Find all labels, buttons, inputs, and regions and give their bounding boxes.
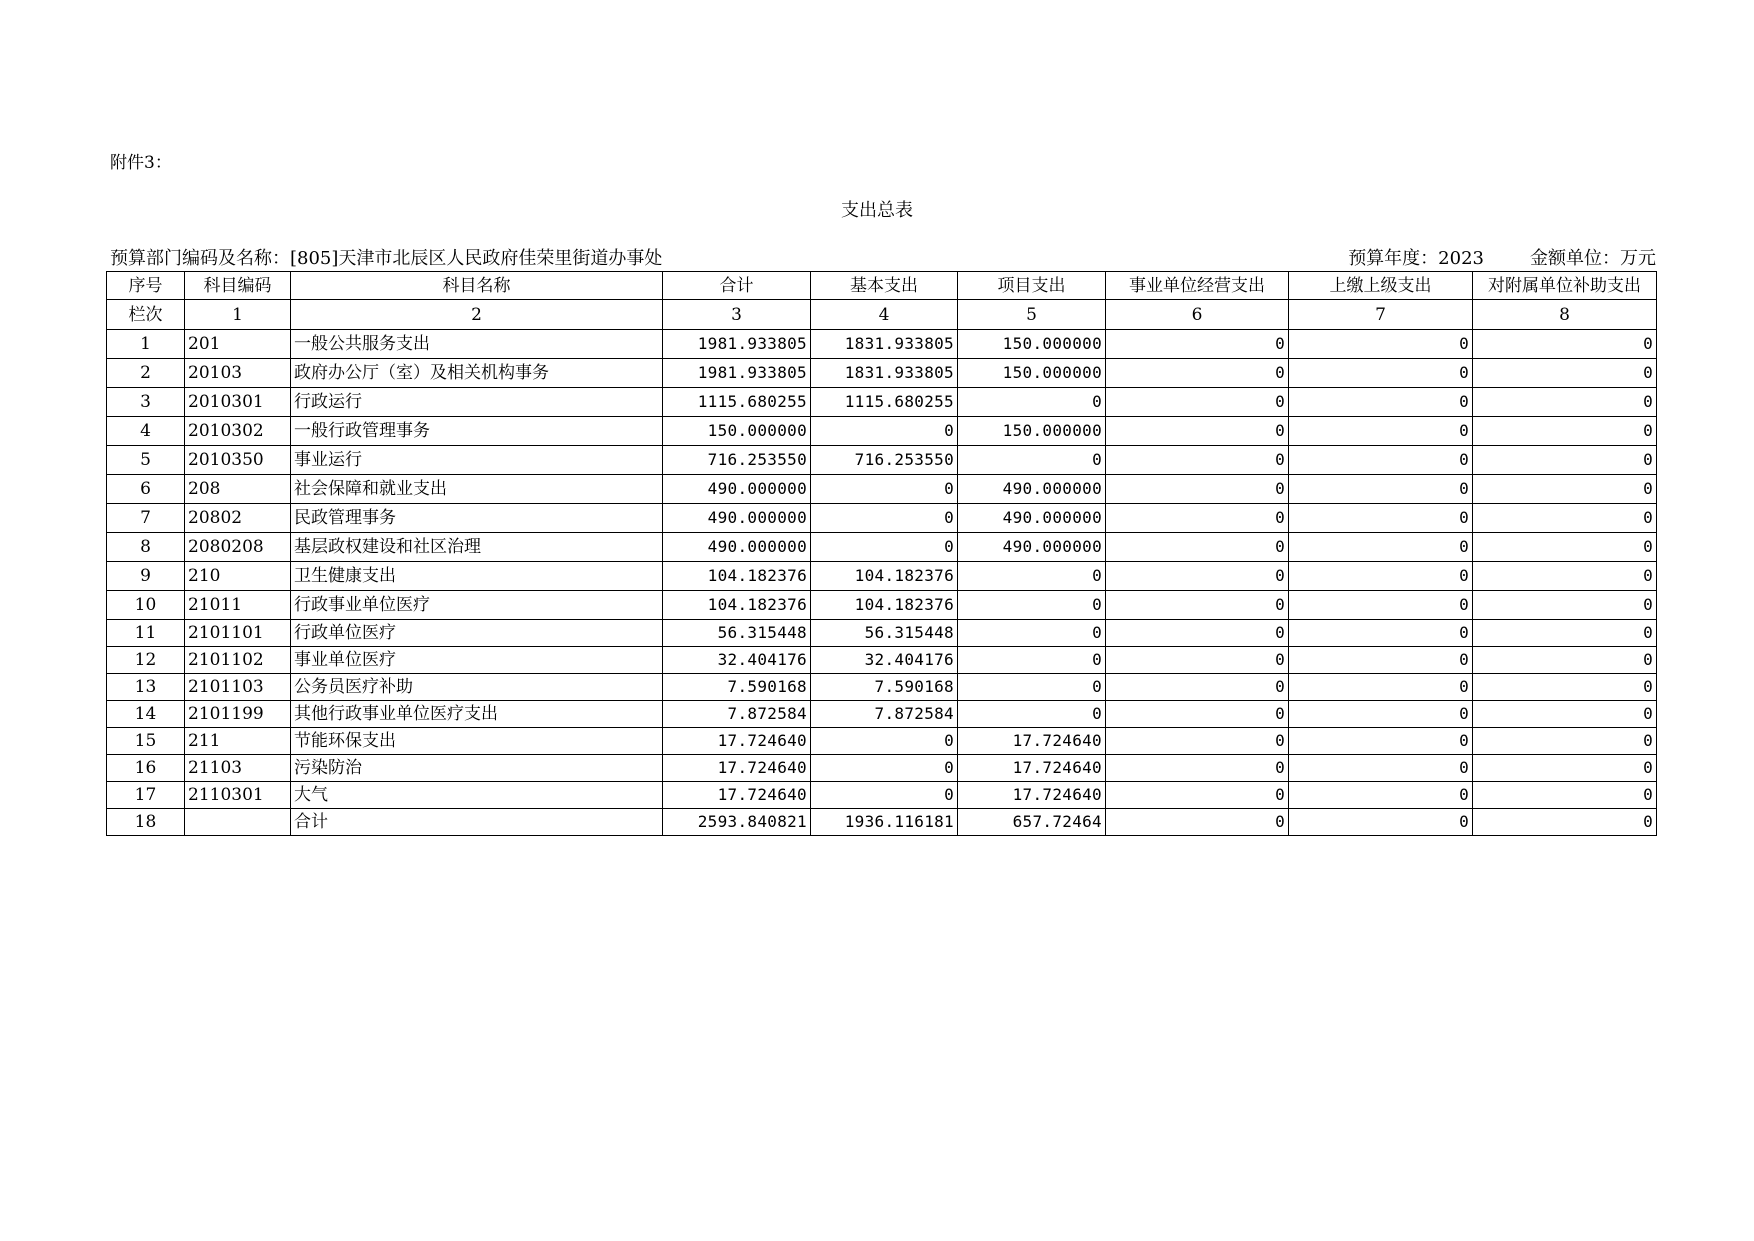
seq-cell: 6: [107, 475, 185, 504]
table-row: [107, 782, 1657, 809]
total-cell: 490.000000: [663, 475, 811, 504]
seq-cell: 2: [107, 359, 185, 388]
table-row: [107, 647, 1657, 674]
biz-cell: 0: [1106, 591, 1289, 620]
table-row: [107, 388, 1657, 417]
col-header-total: 合计: [663, 272, 811, 300]
name-cell: 节能环保支出: [291, 728, 663, 755]
biz-cell: 0: [1106, 809, 1289, 836]
code-cell: 21103: [185, 755, 291, 782]
table-row: [107, 417, 1657, 446]
total-cell: 7.590168: [663, 674, 811, 701]
upper-cell: 0: [1289, 475, 1473, 504]
name-cell: 行政单位医疗: [291, 620, 663, 647]
subsidy-cell: 0: [1473, 782, 1657, 809]
subsidy-cell: 0: [1473, 620, 1657, 647]
basic-cell: 7.872584: [811, 701, 958, 728]
colnum-cell: 6: [1106, 300, 1289, 330]
code-cell: 2010302: [185, 417, 291, 446]
biz-cell: 0: [1106, 475, 1289, 504]
total-cell: 104.182376: [663, 562, 811, 591]
amount-unit-label: 金额单位：万元: [1530, 248, 1656, 269]
upper-cell: 0: [1289, 562, 1473, 591]
code-cell: 2101103: [185, 674, 291, 701]
subsidy-cell: 0: [1473, 533, 1657, 562]
subsidy-cell: 0: [1473, 728, 1657, 755]
header-row: [107, 272, 1657, 300]
table-row: [107, 809, 1657, 836]
project-cell: 0: [958, 591, 1106, 620]
expenditure-table: [106, 271, 1657, 836]
upper-cell: 0: [1289, 809, 1473, 836]
col-header-seq: 序号: [107, 272, 185, 300]
biz-cell: 0: [1106, 674, 1289, 701]
project-cell: 150.000000: [958, 417, 1106, 446]
biz-cell: 0: [1106, 782, 1289, 809]
code-cell: 2110301: [185, 782, 291, 809]
col-header-project: 项目支出: [958, 272, 1106, 300]
colnum-cell: 4: [811, 300, 958, 330]
project-cell: 0: [958, 562, 1106, 591]
subsidy-cell: 0: [1473, 701, 1657, 728]
colnum-cell: 3: [663, 300, 811, 330]
project-cell: 0: [958, 701, 1106, 728]
total-cell: 7.872584: [663, 701, 811, 728]
project-cell: 0: [958, 674, 1106, 701]
basic-cell: 1831.933805: [811, 359, 958, 388]
code-cell: 211: [185, 728, 291, 755]
table-row: [107, 533, 1657, 562]
project-cell: 17.724640: [958, 782, 1106, 809]
upper-cell: 0: [1289, 728, 1473, 755]
project-cell: 17.724640: [958, 755, 1106, 782]
table-row: [107, 591, 1657, 620]
budget-meta: [1348, 244, 1656, 270]
code-cell: 210: [185, 562, 291, 591]
colnum-cell: 1: [185, 300, 291, 330]
table-row: [107, 755, 1657, 782]
upper-cell: 0: [1289, 647, 1473, 674]
name-cell: 大气: [291, 782, 663, 809]
biz-cell: 0: [1106, 533, 1289, 562]
total-cell: 716.253550: [663, 446, 811, 475]
code-cell: 2101102: [185, 647, 291, 674]
total-cell: 2593.840821: [663, 809, 811, 836]
code-cell: 21011: [185, 591, 291, 620]
column-number-row: [107, 300, 1657, 330]
total-cell: 17.724640: [663, 728, 811, 755]
basic-cell: 0: [811, 728, 958, 755]
code-cell: 20103: [185, 359, 291, 388]
colnum-cell: 8: [1473, 300, 1657, 330]
col-header-subsidy: 对附属单位补助支出: [1473, 272, 1657, 300]
seq-cell: 13: [107, 674, 185, 701]
upper-cell: 0: [1289, 388, 1473, 417]
subsidy-cell: 0: [1473, 446, 1657, 475]
name-cell: 合计: [291, 809, 663, 836]
name-cell: 政府办公厅（室）及相关机构事务: [291, 359, 663, 388]
code-cell: 2010350: [185, 446, 291, 475]
upper-cell: 0: [1289, 504, 1473, 533]
table-row: [107, 620, 1657, 647]
table-row: [107, 701, 1657, 728]
table-row: [107, 504, 1657, 533]
basic-cell: 0: [811, 755, 958, 782]
budget-year-label: 预算年度：2023: [1348, 248, 1484, 269]
seq-cell: 4: [107, 417, 185, 446]
upper-cell: 0: [1289, 330, 1473, 359]
seq-cell: 17: [107, 782, 185, 809]
basic-cell: 1936.116181: [811, 809, 958, 836]
name-cell: 事业运行: [291, 446, 663, 475]
project-cell: 17.724640: [958, 728, 1106, 755]
seq-cell: 14: [107, 701, 185, 728]
seq-cell: 5: [107, 446, 185, 475]
project-cell: 490.000000: [958, 533, 1106, 562]
name-cell: 行政运行: [291, 388, 663, 417]
basic-cell: 56.315448: [811, 620, 958, 647]
name-cell: 一般行政管理事务: [291, 417, 663, 446]
project-cell: 150.000000: [958, 330, 1106, 359]
subsidy-cell: 0: [1473, 388, 1657, 417]
upper-cell: 0: [1289, 591, 1473, 620]
colnum-label: 栏次: [107, 300, 185, 330]
biz-cell: 0: [1106, 755, 1289, 782]
table-body: [107, 330, 1657, 836]
subsidy-cell: 0: [1473, 809, 1657, 836]
seq-cell: 1: [107, 330, 185, 359]
name-cell: 基层政权建设和社区治理: [291, 533, 663, 562]
basic-cell: 0: [811, 533, 958, 562]
code-cell: 20802: [185, 504, 291, 533]
table-row: [107, 728, 1657, 755]
basic-cell: 716.253550: [811, 446, 958, 475]
project-cell: 0: [958, 446, 1106, 475]
code-cell: 2010301: [185, 388, 291, 417]
seq-cell: 11: [107, 620, 185, 647]
basic-cell: 0: [811, 417, 958, 446]
subsidy-cell: 0: [1473, 562, 1657, 591]
table-row: [107, 562, 1657, 591]
code-cell: 201: [185, 330, 291, 359]
name-cell: 民政管理事务: [291, 504, 663, 533]
name-cell: 卫生健康支出: [291, 562, 663, 591]
project-cell: 150.000000: [958, 359, 1106, 388]
basic-cell: 0: [811, 475, 958, 504]
subsidy-cell: 0: [1473, 330, 1657, 359]
basic-cell: 0: [811, 782, 958, 809]
biz-cell: 0: [1106, 647, 1289, 674]
total-cell: 150.000000: [663, 417, 811, 446]
name-cell: 公务员医疗补助: [291, 674, 663, 701]
biz-cell: 0: [1106, 388, 1289, 417]
seq-cell: 12: [107, 647, 185, 674]
project-cell: 0: [958, 388, 1106, 417]
project-cell: 657.72464: [958, 809, 1106, 836]
basic-cell: 104.182376: [811, 591, 958, 620]
seq-cell: 16: [107, 755, 185, 782]
seq-cell: 9: [107, 562, 185, 591]
total-cell: 104.182376: [663, 591, 811, 620]
biz-cell: 0: [1106, 620, 1289, 647]
basic-cell: 0: [811, 504, 958, 533]
project-cell: 0: [958, 647, 1106, 674]
name-cell: 行政事业单位医疗: [291, 591, 663, 620]
department-label: 预算部门编码及名称：[805]天津市北辰区人民政府佳荣里街道办事处: [110, 248, 663, 269]
subsidy-cell: 0: [1473, 647, 1657, 674]
upper-cell: 0: [1289, 446, 1473, 475]
subsidy-cell: 0: [1473, 359, 1657, 388]
basic-cell: 1831.933805: [811, 330, 958, 359]
total-cell: 17.724640: [663, 782, 811, 809]
biz-cell: 0: [1106, 728, 1289, 755]
table-row: [107, 330, 1657, 359]
table-row: [107, 359, 1657, 388]
page-title: 支出总表: [841, 200, 913, 221]
total-cell: 490.000000: [663, 504, 811, 533]
colnum-cell: 5: [958, 300, 1106, 330]
name-cell: 一般公共服务支出: [291, 330, 663, 359]
col-header-basic: 基本支出: [811, 272, 958, 300]
biz-cell: 0: [1106, 417, 1289, 446]
upper-cell: 0: [1289, 701, 1473, 728]
seq-cell: 10: [107, 591, 185, 620]
subsidy-cell: 0: [1473, 504, 1657, 533]
table-row: [107, 475, 1657, 504]
subsidy-cell: 0: [1473, 674, 1657, 701]
seq-cell: 8: [107, 533, 185, 562]
attachment-label: 附件3：: [110, 153, 172, 173]
total-cell: 56.315448: [663, 620, 811, 647]
col-header-upper: 上缴上级支出: [1289, 272, 1473, 300]
code-cell: 2101101: [185, 620, 291, 647]
basic-cell: 104.182376: [811, 562, 958, 591]
total-cell: 32.404176: [663, 647, 811, 674]
subsidy-cell: 0: [1473, 417, 1657, 446]
colnum-cell: 7: [1289, 300, 1473, 330]
code-cell: [185, 809, 291, 836]
biz-cell: 0: [1106, 330, 1289, 359]
upper-cell: 0: [1289, 620, 1473, 647]
basic-cell: 32.404176: [811, 647, 958, 674]
col-header-name: 科目名称: [291, 272, 663, 300]
table-row: [107, 446, 1657, 475]
project-cell: 490.000000: [958, 475, 1106, 504]
upper-cell: 0: [1289, 417, 1473, 446]
code-cell: 208: [185, 475, 291, 504]
upper-cell: 0: [1289, 359, 1473, 388]
colnum-cell: 2: [291, 300, 663, 330]
upper-cell: 0: [1289, 533, 1473, 562]
code-cell: 2080208: [185, 533, 291, 562]
col-header-code: 科目编码: [185, 272, 291, 300]
name-cell: 事业单位医疗: [291, 647, 663, 674]
upper-cell: 0: [1289, 755, 1473, 782]
seq-cell: 18: [107, 809, 185, 836]
total-cell: 490.000000: [663, 533, 811, 562]
project-cell: 0: [958, 620, 1106, 647]
subsidy-cell: 0: [1473, 475, 1657, 504]
basic-cell: 1115.680255: [811, 388, 958, 417]
seq-cell: 7: [107, 504, 185, 533]
total-cell: 1115.680255: [663, 388, 811, 417]
biz-cell: 0: [1106, 446, 1289, 475]
biz-cell: 0: [1106, 504, 1289, 533]
subsidy-cell: 0: [1473, 591, 1657, 620]
name-cell: 社会保障和就业支出: [291, 475, 663, 504]
upper-cell: 0: [1289, 674, 1473, 701]
total-cell: 1981.933805: [663, 330, 811, 359]
name-cell: 其他行政事业单位医疗支出: [291, 701, 663, 728]
table-row: [107, 674, 1657, 701]
biz-cell: 0: [1106, 701, 1289, 728]
name-cell: 污染防治: [291, 755, 663, 782]
project-cell: 490.000000: [958, 504, 1106, 533]
basic-cell: 7.590168: [811, 674, 958, 701]
code-cell: 2101199: [185, 701, 291, 728]
col-header-biz: 事业单位经营支出: [1106, 272, 1289, 300]
total-cell: 1981.933805: [663, 359, 811, 388]
upper-cell: 0: [1289, 782, 1473, 809]
subsidy-cell: 0: [1473, 755, 1657, 782]
biz-cell: 0: [1106, 359, 1289, 388]
seq-cell: 3: [107, 388, 185, 417]
biz-cell: 0: [1106, 562, 1289, 591]
seq-cell: 15: [107, 728, 185, 755]
total-cell: 17.724640: [663, 755, 811, 782]
